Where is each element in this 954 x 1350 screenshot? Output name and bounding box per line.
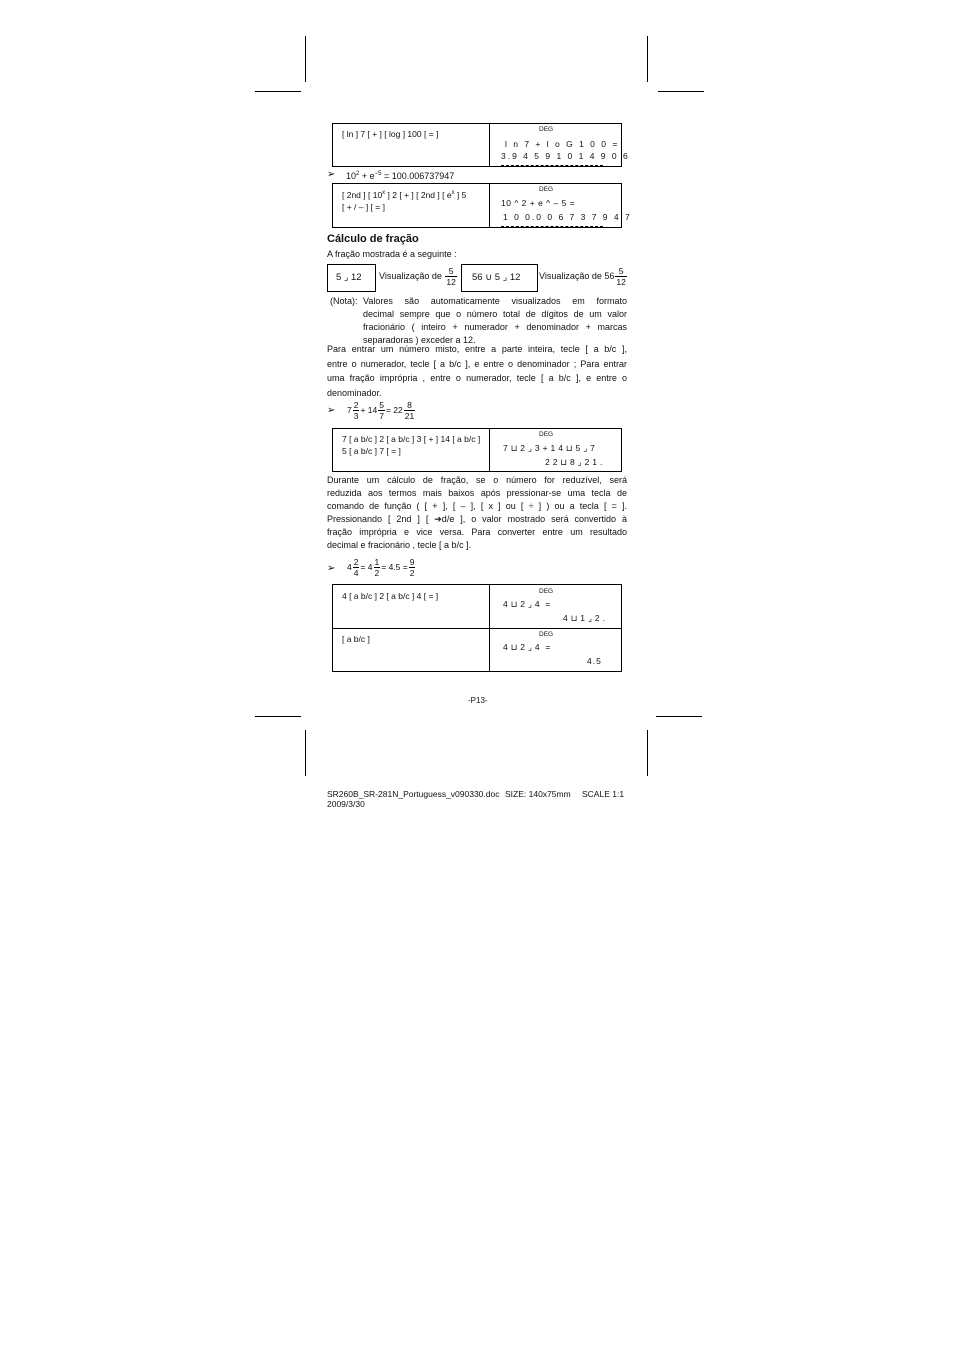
note-text: Valores são automaticamente visualizados em formato decimal sempre que o número total de dígitos de um valor fracionário ( inteiro + numerador + denominador + marcas separadoras ) exceder a 12. [363,296,627,345]
footer-filename: SR260B_SR-281N_Portuguess_v090330.doc [327,789,500,799]
table-row-divider [333,628,621,629]
display-line-2: 4 ⊔ 1 ⌟ 2 . [563,613,606,623]
mixed-fraction-display-value: 56 ∪ 5 ⌟ 12 [472,272,521,283]
crop-mark [305,730,306,776]
visualization-label: Visualização de 56 $\frac{5}{12}$ [539,266,626,287]
fraction-display-value: 5 ⌟ 12 [336,272,362,283]
crop-mark [656,716,702,717]
key-sequence: 4 [ a b/c ] 2 [ a b/c ] 4 [ = ] [342,591,439,601]
display-underline [501,471,603,472]
crop-mark [647,36,648,82]
section-title: Cálculo de fração [327,233,419,245]
table-divider [489,124,490,166]
paragraph-mixed-number: Para entrar um número misto, entre a parte inteira, tecle [ a b/c ], entre o numerador, tecle [ a b/c ], e entre o denominador ; Para entrar uma fração imprópria , entre o numerador, tecle [ a b/c ], e entre o denominador. [327,344,627,398]
display-line-2: 2 2 ⊔ 8 ⌟ 2 1 . [545,457,603,467]
footer-date: 2009/3/30 [327,799,365,809]
bullet-arrow: ➢ [327,563,336,574]
display-line-2: 1 0 0.0 0 6 7 3 7 9 4 7 [503,212,632,222]
display-line-2: 4.5 [587,656,602,666]
footer-scale: SCALE 1:1 [582,789,625,799]
display-underline [501,226,603,227]
example-fraction-table [332,428,622,472]
footer-size: SIZE: 140x75mm [505,789,571,799]
key-sequence: [ a b/c ] [342,634,370,644]
crop-mark [255,91,301,92]
display-line-1: 10 ^ 2 + e ^ – 5 = [501,198,576,208]
display-underline [501,671,603,672]
bullet-arrow: ➢ [327,169,336,180]
display-line-1: l n 7 + l o G 1 0 0 = [505,139,620,149]
crop-mark [255,716,301,717]
example-pow-table [332,183,632,228]
display-line-2: 3.9 4 5 9 1 0 1 4 9 0 6 [501,151,630,161]
display-line-1: 4 ⊔ 2 ⌟ 4 = [503,599,551,609]
mixed-fraction-display-box [461,264,538,292]
note-label: (Nota): [330,296,358,306]
display-underline [501,165,603,166]
fraction-display-box [327,264,376,292]
table-divider [489,429,490,471]
crop-mark [658,91,704,92]
table-divider [489,184,490,227]
key-sequence: [ ln ] 7 [ + ] [ log ] 100 [ = ] [342,129,439,139]
page-number: -P13- [468,696,488,705]
formula: $10^2 + e^{-5} = 100.006737947$ [346,171,455,181]
display-line-1: 4 ⊔ 2 ⌟ 4 = [503,642,551,652]
example-conversion-table [332,584,622,672]
crop-mark [647,730,648,776]
deg-indicator: DEG [539,431,554,438]
formula: 7 $\frac{2}{3}$ + 14 $\frac{5}{7}$ = 22 $\frac{8}{21}$ [347,400,415,421]
deg-indicator: DEG [539,186,554,193]
visualization-label: Visualização de $\frac{5}{12}$ [379,266,456,287]
deg-indicator: DEG [539,631,554,638]
deg-indicator: DEG [539,126,554,133]
bullet-arrow: ➢ [327,405,336,416]
example-ln-table [332,123,630,167]
section-intro: A fração mostrada é a seguinte : [327,249,457,259]
key-sequence: [ 2nd ] [ 10$^x$ ] 2 [ + ] [ 2nd ] [ $e^x$ ] 5 [ + / – ] [ = ] [342,189,467,212]
formula: 4 $\frac{2}{4}$ = 4 $\frac{1}{2}$ = 4.5 = $\frac{9}{2}$ [347,557,415,578]
key-sequence: 7 [ a b/c ] 2 [ a b/c ] 3 [ + ] 14 [ a b/c ] 5 [ a b/c ] 7 [ = ] [342,434,481,456]
deg-indicator: DEG [539,588,554,595]
paragraph-reduction: Durante um cálculo de fração, se o número for reduzível, será reduzida aos termos mais baixos após pressionar-se uma tecla de comando de função ( [ + ], [ – ], [ x ] ou [ ÷ ] ) ou a tecla [ = ]. Pressionando [ 2nd ] [ ➔d/e ], o valor mostrado será convertido à fração imprópria e vice versa. Para converter entre um resultado decimal e fracionário , tecle [ a b/c ]. [327,475,627,550]
display-line-1: 7 ⊔ 2 ⌟ 3 + 1 4 ⊔ 5 ⌟ 7 [503,443,596,453]
crop-mark [305,36,306,82]
